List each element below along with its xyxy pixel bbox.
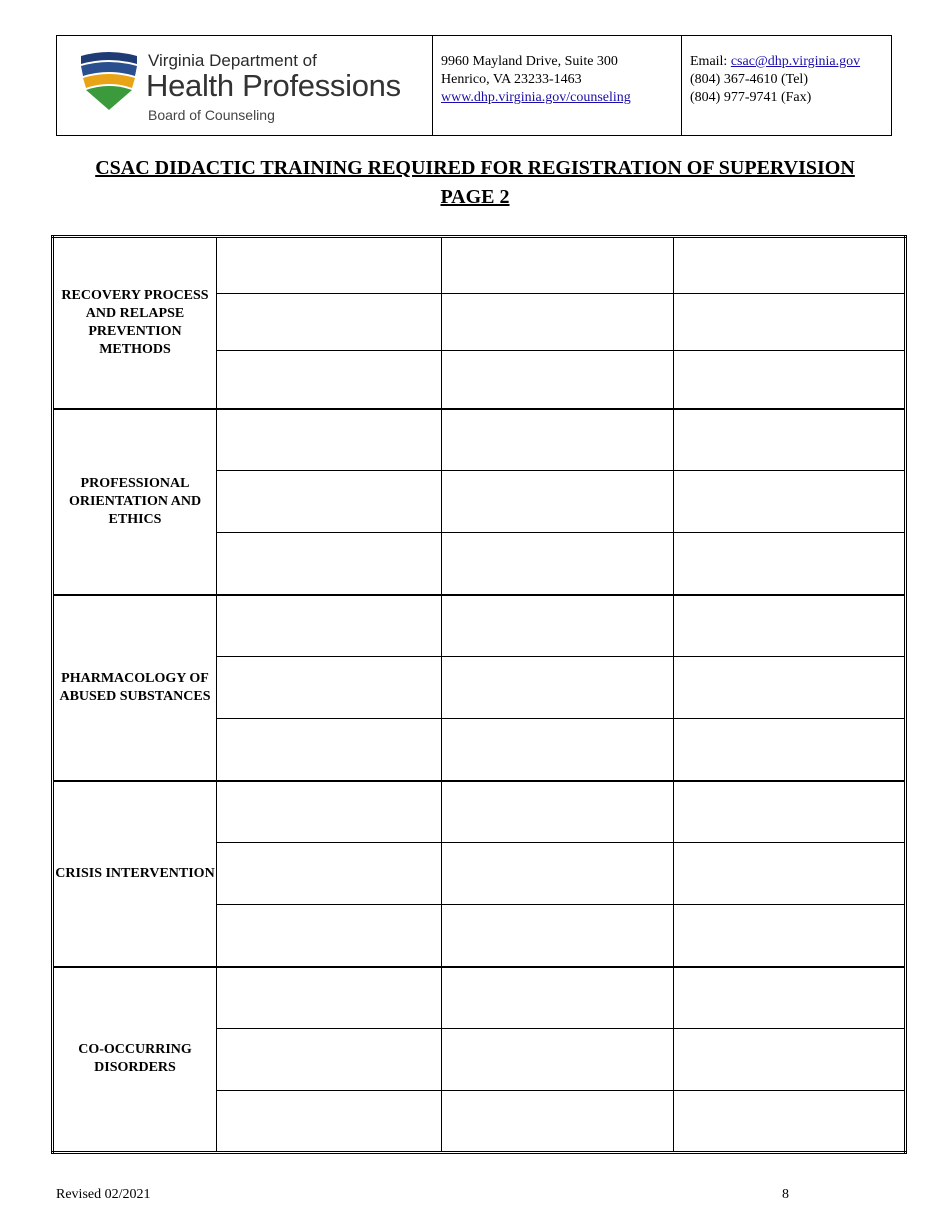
entry-cell[interactable]: [217, 471, 442, 533]
tel-line: (804) 367-4610 (Tel): [690, 72, 808, 87]
entry-cell[interactable]: [674, 1029, 906, 1091]
entry-cell[interactable]: [217, 843, 442, 905]
entry-cell[interactable]: [442, 657, 674, 719]
entry-cell[interactable]: [217, 237, 442, 294]
address-line2: Henrico, VA 23233-1463: [441, 72, 582, 87]
entry-cell[interactable]: [217, 657, 442, 719]
entry-cell[interactable]: [674, 294, 906, 351]
email-line: [690, 53, 891, 71]
fax-line: (804) 977-9741 (Fax): [690, 90, 812, 105]
entry-cell[interactable]: [217, 351, 442, 409]
entry-cell[interactable]: [674, 657, 906, 719]
entry-cell[interactable]: [442, 533, 674, 595]
section-crisis: [53, 781, 906, 967]
section-label-ethics: PROFESSIONAL ORIENTATION AND ETHICS: [53, 409, 217, 595]
entry-cell[interactable]: [442, 237, 674, 294]
address-block: [432, 36, 681, 135]
entry-cell[interactable]: [674, 471, 906, 533]
entry-cell[interactable]: [442, 409, 674, 471]
entry-cell[interactable]: [674, 781, 906, 843]
section-co-occurring: [53, 967, 906, 1153]
entry-cell[interactable]: [217, 967, 442, 1029]
entry-cell[interactable]: [674, 595, 906, 657]
entry-cell[interactable]: [674, 237, 906, 294]
section-label-pharmacology: PHARMACOLOGY OF ABUSED SUBSTANCES: [53, 595, 217, 781]
logo-block: [57, 36, 432, 135]
section-pharmacology: [53, 595, 906, 781]
entry-cell[interactable]: [674, 351, 906, 409]
section-ethics: [53, 409, 906, 595]
website-link[interactable]: www.dhp.virginia.gov/counseling: [441, 90, 631, 105]
entry-cell[interactable]: [442, 595, 674, 657]
email-label: Email:: [690, 54, 731, 69]
entry-cell[interactable]: [674, 967, 906, 1029]
revision-date: Revised 02/2021: [56, 1187, 151, 1202]
entry-cell[interactable]: [674, 533, 906, 595]
entry-cell[interactable]: [442, 294, 674, 351]
entry-cell[interactable]: [442, 351, 674, 409]
entry-cell[interactable]: [217, 533, 442, 595]
entry-cell[interactable]: [217, 905, 442, 967]
entry-cell[interactable]: [217, 1029, 442, 1091]
page-title: CSAC DIDACTIC TRAINING REQUIRED FOR REGISTRATION OF SUPERVISION: [95, 157, 855, 179]
entry-cell[interactable]: [442, 1091, 674, 1153]
letterhead: [56, 35, 892, 136]
entry-cell[interactable]: [674, 719, 906, 781]
training-table: [51, 235, 907, 1154]
logo-text-line3: Board of Counseling: [148, 107, 275, 123]
logo-text-line1: Virginia Department of: [148, 51, 317, 70]
entry-cell[interactable]: [442, 719, 674, 781]
entry-cell[interactable]: [442, 471, 674, 533]
email-link[interactable]: csac@dhp.virginia.gov: [730, 54, 861, 69]
entry-cell[interactable]: [442, 1029, 674, 1091]
entry-cell[interactable]: [217, 595, 442, 657]
entry-cell[interactable]: [674, 409, 906, 471]
dhp-shield-logo: [79, 50, 139, 112]
entry-cell[interactable]: [217, 294, 442, 351]
entry-cell[interactable]: [674, 843, 906, 905]
entry-cell[interactable]: [217, 1091, 442, 1153]
section-label-crisis: CRISIS INTERVENTION: [53, 781, 217, 967]
entry-cell[interactable]: [217, 719, 442, 781]
address-line1: 9960 Mayland Drive, Suite 300: [441, 54, 618, 69]
entry-cell[interactable]: [442, 843, 674, 905]
logo-text-line2: Health Professions: [146, 68, 401, 103]
contact-block: [681, 36, 891, 135]
section-recovery: [53, 237, 906, 409]
entry-cell[interactable]: [674, 905, 906, 967]
entry-cell[interactable]: [442, 905, 674, 967]
entry-cell[interactable]: [217, 409, 442, 471]
entry-cell[interactable]: [217, 781, 442, 843]
page-subtitle: PAGE 2: [440, 186, 510, 208]
entry-cell[interactable]: [442, 967, 674, 1029]
entry-cell[interactable]: [674, 1091, 906, 1153]
section-label-recovery: RECOVERY PROCESS AND RELAPSE PREVENTION METHODS: [53, 237, 217, 409]
page-number: 8: [782, 1187, 789, 1202]
section-label-co-occurring: CO-OCCURRING DISORDERS: [53, 967, 217, 1153]
entry-cell[interactable]: [442, 781, 674, 843]
